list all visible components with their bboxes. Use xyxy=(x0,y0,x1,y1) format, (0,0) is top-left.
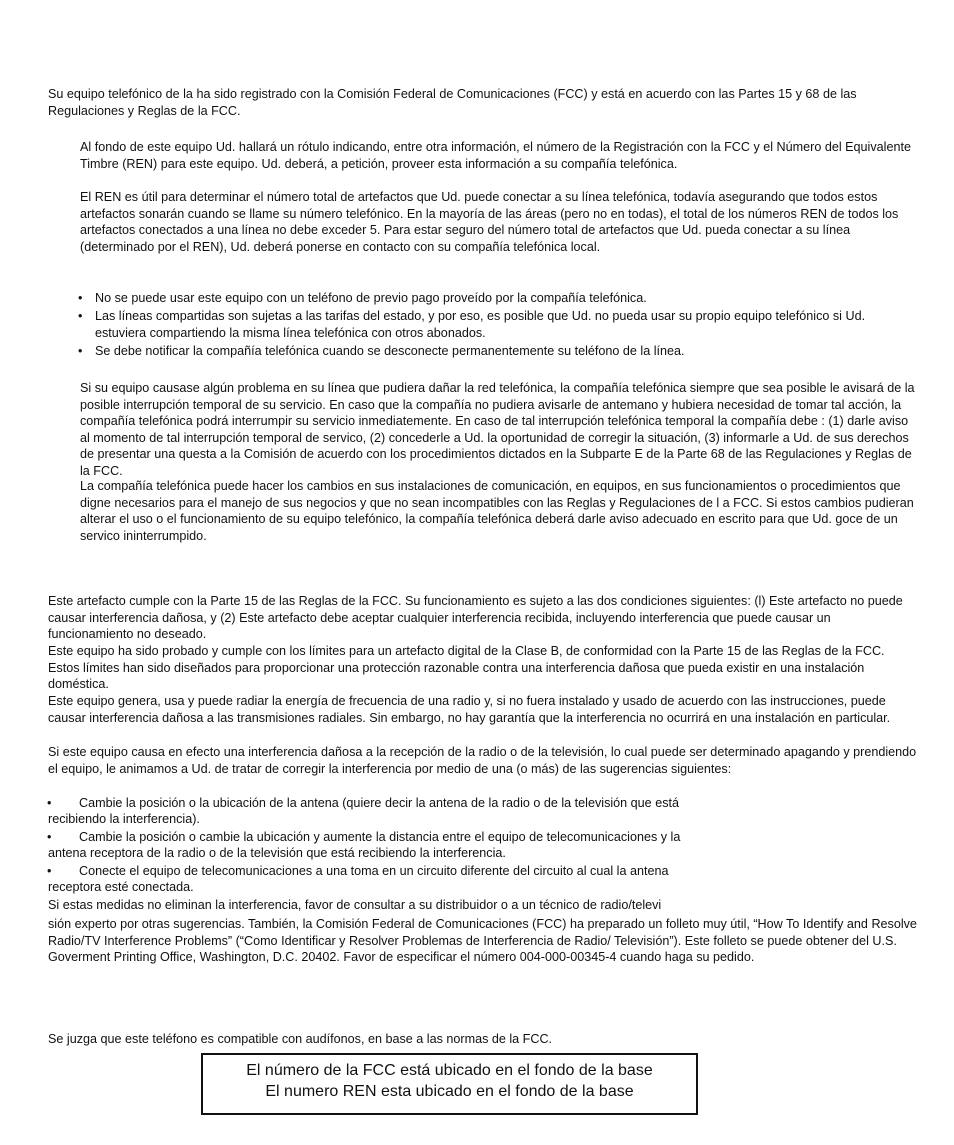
fcc-ren-notice-box xyxy=(201,1053,698,1115)
list-item-continuation: antena receptora de la radio o de la televisión que está recibiendo la interferencia. xyxy=(48,846,506,860)
bullet-symbol: • xyxy=(47,864,52,878)
bullet-symbol: • xyxy=(78,344,83,358)
hearing-aid-compatibility: Se juzga que este teléfono es compatible con audífonos, en base a las normas de la FCC. xyxy=(48,1032,553,1046)
further-help-line: Si estas medidas no eliminan la interferencia, favor de consultar a su distribuidor o a un técnico de radio/televi xyxy=(48,898,662,912)
list-item-continuation: receptora esté conectada. xyxy=(48,880,194,894)
service-interruption-paragraph: Si su equipo causase algún problema en su línea que pudiera dañar la red telefónica, la compañía telefónica siempre que sea posible le avisará de la posible interrupción temporal de su servicio. En caso que la compañía no pudiera avisarle de antemano y hubiera necesidad de tomar tal acción, la compañía telefónica podrá interrumpir su servicio inmediatemente. En caso de tal interrupción telefónica temporal la compañía debe : (1) darle aviso al momento de tal interrupción temporal de servico, (2) concederle a Ud. la oportunidad de corregir la situación, (3) informarle a Ud. de sus derechos de presentar una questa a la Comisión de acuerdo con los procedimientos dictados en la Subparte E de la Parte 68 de las Regulaciones y Reglas de la FCC. xyxy=(80,381,915,478)
class-b-paragraph: Este equipo ha sido probado y cumple con los límites para un artefacto digital de la Clase B, de conformidad con la Parte 15 de las Reglas de la FCC. Estos límites han sido diseñados para proporcionar una protección razonable contra una interferencia dañosa que pueda existir en una instalación doméstica. xyxy=(48,644,885,691)
label-info-paragraph: Al fondo de este equipo Ud. hallará un rótulo indicando, entre otra información, el número de la Registración con la FCC y el Número del Equivalente Timbre (REN) para este equipo. Ud. deberá, a petición, proveer esta información a su compañía telefónica. xyxy=(80,140,911,171)
list-item: Cambie la posición o cambie la ubicación y aumente la distancia entre el equipo de telecomunicaciones y la xyxy=(79,830,681,844)
bullet-symbol: • xyxy=(78,291,83,305)
bullet-symbol: • xyxy=(47,796,52,810)
company-changes-paragraph: La compañía telefónica puede hacer los cambios en sus instalaciones de comunicación, en equipos, en sus funcionamientos o procedimientos que digne necesarios para el manejo de sus negocios y que no sean incompatibles con las Reglas y Regulaciones de l a FCC. Si estos cambios pudieran alterar el uso o el funcionamiento de su equipo telefónico, la compañía telefónica deberá darle aviso adecuado en escrito para que Ud. goce de un servico ininterrumpido. xyxy=(80,479,914,543)
bullet-symbol: • xyxy=(78,309,83,323)
list-item: No se puede usar este equipo con un teléfono de previo pago proveído por la compañía telefónica. xyxy=(95,291,647,305)
part15-paragraph: Este artefacto cumple con la Parte 15 de las Reglas de la FCC. Su funcionamiento es sujeto a las dos condiciones siguientes: (l) Este artefacto no puede causar interferencia dañosa, y (2) Este artefacto debe aceptar cualquier interferencia recibida, incluyendo interferencia que puede causar un funcionamiento no deseado. xyxy=(48,594,903,641)
ren-location-notice: El numero REN esta ubicado en el fondo de la base xyxy=(265,1083,634,1100)
list-item: Las líneas compartidas son sujetas a las tarifas del estado, y por eso, es posible que Ud. no pueda usar su propio equipo telefónico si Ud. estuviera compartiendo la misma línea telefónica con otros abonados. xyxy=(95,309,866,340)
list-item: Conecte el equipo de telecomunicaciones a una toma en un circuito diferente del circuito al cual la antena xyxy=(79,864,669,878)
ren-paragraph: El REN es útil para determinar el número total de artefactos que Ud. puede conectar a su línea telefónica, todavía asegurando que todos estos artefactos sonarán cuando se llame su número telefónico. En la mayoría de las áreas (pero no en todas), el total de los números REN de todos los artefactos conectados a una línea no debe exceder 5. Para estar seguro del número total de artefactos que Ud. pueda conectar a su línea (determinado por el REN), Ud. deberá ponerse en contacto con su compañía telefónica local. xyxy=(80,190,899,254)
fcc-location-notice: El número de la FCC está ubicado en el fondo de la base xyxy=(246,1062,653,1079)
radio-energy-paragraph: Este equipo genera, usa y puede radiar la energía de frecuencia de una radio y, si no fuera instalado y usado de acuerdo con las instrucciones, puede causar interferencia dañosa a las transmisiones radiales. Sin embargo, no hay garantía que la interferencia no ocurrirá en una instalación en particular. xyxy=(48,694,891,725)
booklet-paragraph: sión experto por otras sugerencias. También, la Comisión Federal de Comunicaciones (FCC) ha preparado un folleto muy útil, “How To Identify and Resolve Radio/TV Interference Problems” (“Como Identificar y Resolver Problemas de Interferencia de Radio/ Televisión”). Este folleto se puede obtener del U.S. Goverment Printing Office, Washington, D.C. 20402. Favor de especificar el número 004-000-00345-4 cuando haga su pedido. xyxy=(48,917,917,964)
interference-paragraph: Si este equipo causa en efecto una interferencia dañosa a la recepción de la radio o de la televisión, lo cual puede ser determinado apagando y prendiendo el equipo, le animamos a Ud. de tratar de corregir la interferencia por medio de una (o más) de las sugerencias siguientes: xyxy=(48,745,917,776)
list-item: Cambie la posición o la ubicación de la antena (quiere decir la antena de la radio o de la televisión que está xyxy=(79,796,679,810)
registration-intro: Su equipo telefónico de la ha sido registrado con la Comisión Federal de Comunicaciones (FCC) y está en acuerdo con las Partes 15 y 68 de las Regulaciones y Reglas de la FCC. xyxy=(48,87,857,118)
list-item-continuation: recibiendo la interferencia). xyxy=(48,812,200,826)
bullet-symbol: • xyxy=(47,830,52,844)
list-item: Se debe notificar la compañía telefónica cuando se desconecte permanentemente su teléfono de la línea. xyxy=(95,344,685,358)
